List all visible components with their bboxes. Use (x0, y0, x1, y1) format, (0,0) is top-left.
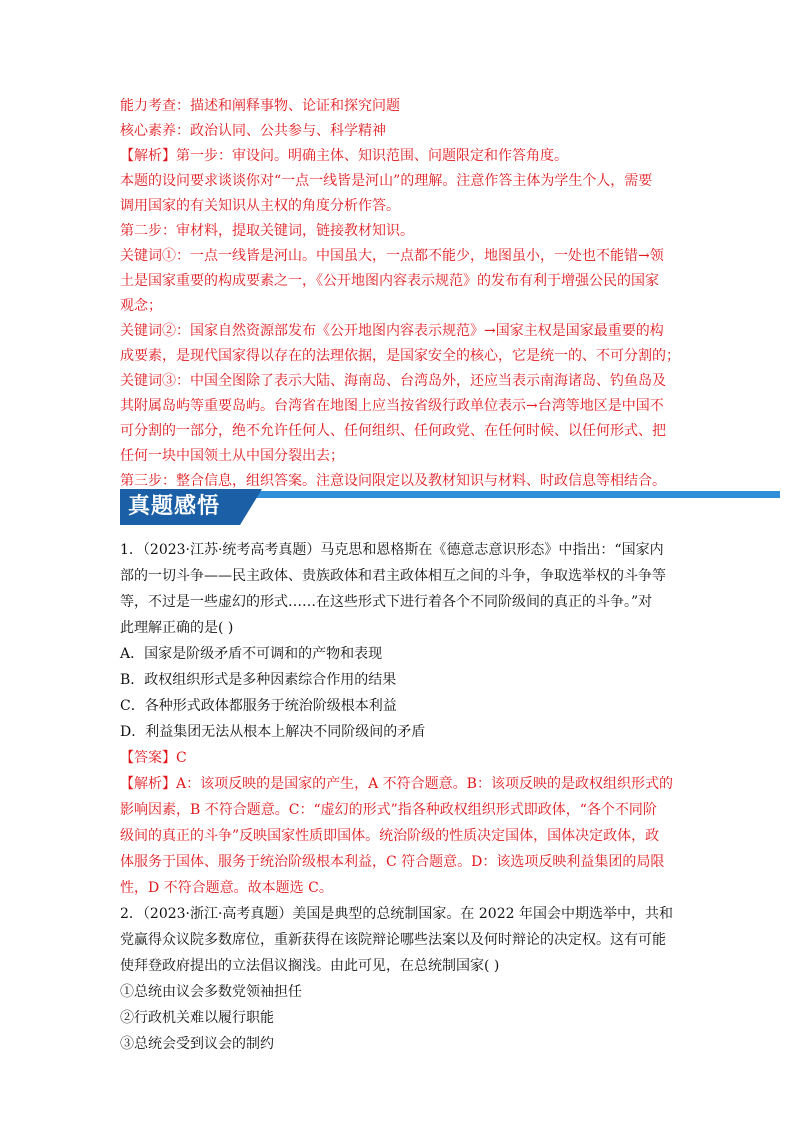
answer-option: D．利益集团无法从根本上解决不同阶级间的矛盾 (120, 724, 426, 740)
question-stem-line: 使拜登政府提出的立法倡议搁浅。由此可见，在总统制国家( ) (120, 958, 500, 974)
question-stem-line: 此理解正确的是( ) (120, 620, 234, 636)
analysis-line: 关键词①：一点一线皆是河山。中国虽大，一点都不能少，地图虽小，一处也不能错→领 (120, 248, 664, 264)
answer-analysis-line: 级间的真正的斗争”反映国家性质即国体。统治阶级的性质决定国体，国体决定政体，政 (120, 828, 660, 844)
question-stem-line: 1．（2023·江苏·统考高考真题）马克思和恩格斯在《德意志意识形态》中指出：“国家内 (120, 542, 664, 558)
answer-option: B．政权组织形式是多种因素综合作用的结果 (120, 672, 397, 688)
analysis-line: 观念； (120, 298, 162, 314)
question-stem-line: 党赢得众议院多数席位，重新获得在该院辩论哪些法案以及何时辩论的决定权。这有可能 (120, 932, 666, 948)
answer-option: ③总统会受到议会的制约 (120, 1036, 274, 1052)
analysis-line: 调用国家的有关知识从主权的角度分析作答。 (120, 198, 400, 214)
analysis-line: 核心素养：政治认同、公共参与、科学精神 (120, 123, 386, 139)
question-stem-line: 部的一切斗争——民主政体、贵族政体和君主政体相互之间的斗争，争取选举权的斗争等 (120, 568, 666, 584)
answer-analysis-line: 【解析】A：该项反映的是国家的产生，A 不符合题意。B：该项反映的是政权组织形式的 (120, 776, 673, 792)
analysis-line: 土是国家重要的构成要素之一，《公开地图内容表示规范》的发布有利于增强公民的国家 (120, 273, 659, 289)
analysis-line: 第二步：审材料，提取关键词，链接教材知识。 (120, 223, 414, 239)
section-title: 真题感悟 (128, 494, 221, 519)
answer-option: ①总统由议会多数党领袖担任 (120, 984, 302, 1000)
analysis-line: 【解析】第一步：审设问。明确主体、知识范围、问题限定和作答角度。 (120, 148, 568, 164)
answer-analysis-line: 体服务于国体、服务于统治阶级根本利益，C 符合题意。D：该选项反映利益集团的局限 (120, 854, 665, 870)
analysis-line: 成要素，是现代国家得以存在的法理依据，是国家安全的核心，它是统一的、不可分割的； (120, 348, 680, 364)
analysis-line: 任何一块中国领土从中国分裂出去； (120, 448, 344, 464)
answer-option: ②行政机关难以履行职能 (120, 1010, 274, 1026)
section-banner (120, 489, 780, 527)
analysis-line: 第三步：整合信息，组织答案。注意设问限定以及教材知识与材料、时政信息等相结合。 (120, 473, 666, 489)
question-stem-line: 等，不过是一些虚幻的形式……在这些形式下进行着各个不同阶级间的真正的斗争。”对 (120, 594, 653, 610)
answer-analysis-line: 性，D 不符合题意。故本题选 C。 (120, 880, 333, 896)
analysis-line: 能力考查：描述和阐释事物、论证和探究问题 (120, 98, 400, 114)
analysis-line: 关键词②：国家自然资源部发布《公开地图内容表示规范》→国家主权是国家最重要的构 (120, 323, 664, 339)
banner-tab-edge (240, 489, 262, 525)
question-stem-line: 2．（2023·浙江·高考真题）美国是典型的总统制国家。在 2022 年国会中期选举中，共和 (120, 906, 673, 922)
answer-line: 【答案】C (120, 750, 187, 766)
analysis-line: 关键词③：中国全图除了表示大陆、海南岛、台湾岛外，还应当表示南海诸岛、钓鱼岛及 (120, 373, 666, 389)
answer-analysis-line: 影响因素，B 不符合题意。C：“虚幻的形式”指各种政权组织形式即政体，“各个不同阶 (120, 802, 657, 818)
answer-option: A．国家是阶级矛盾不可调和的产物和表现 (120, 646, 383, 662)
answer-option: C．各种形式政体都服务于统治阶级根本利益 (120, 698, 397, 714)
analysis-line: 本题的设问要求谈谈你对“一点一线皆是河山”的理解。注意作答主体为学生个人，需要 (120, 173, 653, 189)
analysis-line: 可分割的一部分，绝不允许任何人、任何组织、任何政党、在任何时候、以任何形式、把 (120, 423, 666, 439)
analysis-line: 其附属岛屿等重要岛屿。台湾省在地图上应当按省级行政单位表示→台湾等地区是中国不 (120, 398, 664, 414)
